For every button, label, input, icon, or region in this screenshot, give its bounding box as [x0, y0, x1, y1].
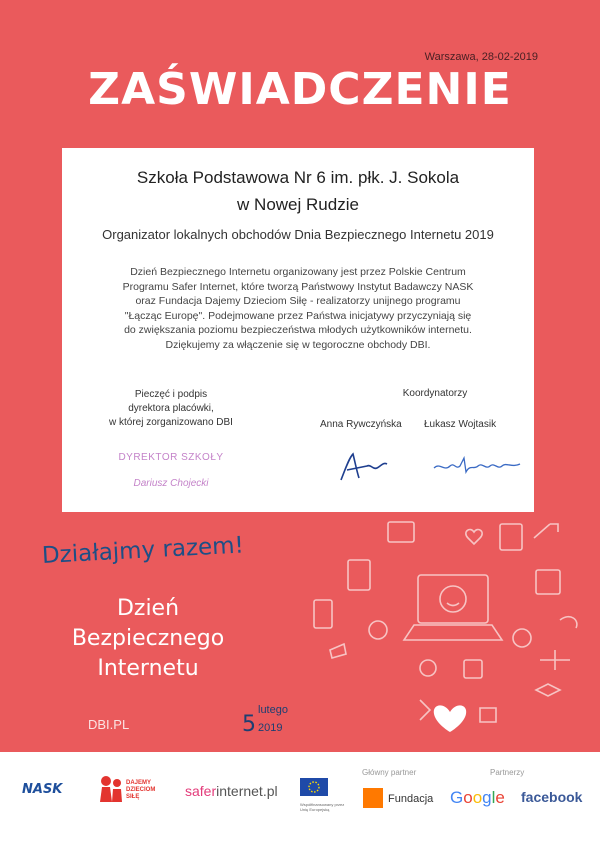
wifi-icon — [560, 617, 577, 628]
hourglass-icon — [536, 684, 560, 696]
chat-icon — [513, 629, 531, 647]
campaign-title-line: Bezpiecznego — [71, 626, 225, 651]
google-logo-letter: e — [495, 788, 505, 807]
orange-logo-square — [363, 788, 383, 808]
gift-icon — [464, 660, 482, 678]
stamp-title: DYREKTOR SZKOŁY — [118, 452, 224, 463]
saferinternet-logo-gray: internet.pl — [216, 783, 278, 799]
school-name-line2: w Nowej Rudzie — [237, 195, 359, 214]
stopwatch-icon — [369, 621, 387, 639]
director-stamp — [80, 448, 262, 496]
signature-wojtasik — [430, 454, 526, 478]
play-icon — [420, 700, 430, 720]
description-line: do zwiększania poziomu bezpieczeństwa młodych użytkowników internetu. — [124, 324, 472, 336]
phone-icon — [314, 600, 332, 628]
photo-icon — [536, 570, 560, 594]
coordinator-name: Anna Rywczyńska — [320, 419, 402, 430]
saferinternet-logo-pink: safer — [185, 783, 217, 799]
card-icon — [500, 524, 522, 550]
stamp-name: Dariusz Chojecki — [133, 478, 209, 489]
coordinator-name: Łukasz Wojtasik — [424, 419, 497, 430]
campaign-title — [58, 594, 238, 684]
campaign-date-month: lutego — [258, 704, 288, 716]
city-date: Warszawa, 28-02-2019 — [424, 51, 538, 63]
certificate-title: ZAŚWIADCZENIE — [88, 64, 512, 115]
signature-label-line: dyrektora placówki, — [128, 403, 214, 414]
description-line: Dzień Bezpiecznego Internetu organizowany jest przez Polskie Centrum — [130, 266, 466, 278]
description-line: Dziękujemy za włączenie się w tegoroczne obchody DBI. — [165, 338, 431, 351]
campaign-slogan: Działajmy razem! — [41, 532, 245, 569]
eu-logo — [300, 778, 348, 812]
saferinternet-logo — [185, 783, 278, 799]
children-icon — [98, 774, 124, 804]
signature-label-line: w której zorganizowano DBI — [109, 417, 233, 428]
ddzs-logo — [98, 774, 160, 806]
hand-icon — [330, 644, 346, 658]
laptop-base-icon — [404, 625, 502, 640]
arrow-icon — [534, 524, 558, 538]
emoji-icon — [420, 660, 436, 676]
director-signature-label — [82, 388, 260, 430]
description-line: oraz Fundacja Dajemy Dzieciom Siłę - realizatorzy unijnego programu — [135, 295, 461, 307]
smiley-icon — [440, 586, 466, 612]
google-logo-letter: g — [482, 788, 492, 807]
school-name-line1: Szkoła Podstawowa Nr 6 im. płk. J. Sokola — [136, 168, 460, 187]
laptop-screen-icon — [418, 575, 488, 623]
heart-fill-icon — [434, 705, 466, 732]
ddzs-logo-text: DAJEMY DZIECIOM SIŁĘ — [126, 780, 156, 800]
heart-icon — [466, 530, 482, 544]
description-line: Programu Safer Internet, które tworzą Państwowy Instytut Badawczy NASK — [122, 280, 474, 293]
google-logo-letter: o — [472, 788, 483, 807]
image-icon — [388, 522, 414, 542]
signature-label-line: Pieczęć i podpis — [134, 389, 208, 400]
campaign-date-day: 5 — [242, 712, 256, 737]
internet-doodles-illustration — [300, 500, 590, 750]
description — [82, 265, 514, 352]
orange-fundacja-text: Fundacja — [388, 793, 434, 805]
campaign-title-line: Dzień — [116, 596, 180, 621]
campaign-date-year: 2019 — [258, 722, 283, 734]
signature-rywczynska — [337, 448, 397, 484]
nask-logo: NASK — [22, 782, 63, 797]
coordinators-title: Koordynatorzy — [402, 388, 468, 399]
eu-flag-icon — [300, 778, 328, 796]
gamepad-icon — [480, 708, 496, 722]
google-logo-letter: o — [463, 788, 473, 807]
google-logo — [450, 788, 505, 808]
main-partner-label: Główny partner — [362, 768, 417, 777]
eu-caption: Współfinansowany przez Unię Europejską — [300, 802, 345, 812]
tablet-icon — [348, 560, 370, 590]
partners-label: Partnerzy — [490, 768, 525, 777]
certificate-card — [62, 148, 534, 512]
google-logo-letter: l — [491, 788, 496, 807]
school-name — [62, 164, 534, 218]
description-line: "Łącząc Europę". Podejmowane przez Państwa inicjatywy przyczyniają się — [124, 309, 472, 322]
facebook-logo: facebook — [521, 789, 583, 805]
campaign-url: DBI.PL — [88, 717, 130, 732]
google-logo-letter: G — [450, 788, 464, 807]
campaign-title-line: Internetu — [97, 656, 199, 681]
organizer-line: Organizator lokalnych obchodów Dnia Bezpiecznego Internetu 2019 — [102, 227, 494, 242]
